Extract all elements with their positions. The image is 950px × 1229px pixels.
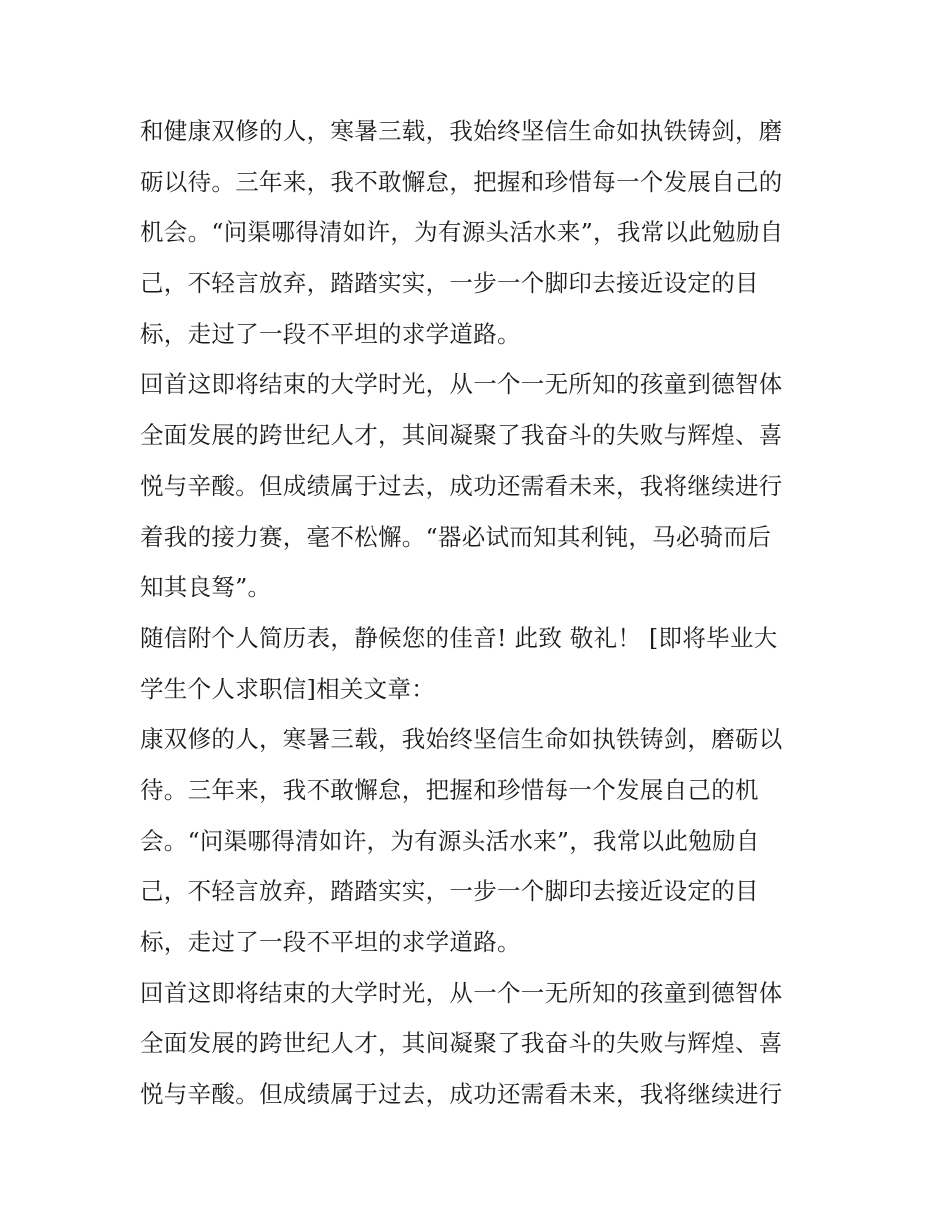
text-line: 全面发展的跨世纪人才，其间凝聚了我奋斗的失败与辉煌、喜 [140,421,783,450]
text-line: 和健康双修的人，寒暑三载，我始终坚信生命如执铁铸剑，磨 [140,117,783,145]
text-line: 己，不轻言放弃，踏踏实实，一步一个脚印去接近设定的目 [140,877,759,906]
text-line: 全面发展的跨世纪人才，其间凝聚了我奋斗的失败与辉煌、喜 [140,1029,783,1058]
text-line: 待。三年来，我不敢懈怠，把握和珍惜每一个发展自己的机 [140,775,759,804]
document-body [140,106,820,1120]
text-line: 会。“问渠哪得清如许，为有源头活水来”，我常以此勉励自 [140,826,760,855]
text-line: 知其良驽”。 [140,573,272,602]
text-line: 着我的接力赛，毫不松懈。“器必试而知其利钝，马必骑而后 [140,522,772,551]
text-line: 悦与辛酸。但成绩属于过去，成功还需看未来，我将继续进行 [140,1080,783,1109]
text-line: 随信附个人简历表，静候您的佳音! 此致 敬礼！ [即将毕业大 [140,623,778,652]
text-line: 回首这即将结束的大学时光，从一个一无所知的孩童到德智体 [140,978,783,1007]
text-line: 砺以待。三年来，我不敢懈怠，把握和珍惜每一个发展自己的 [140,167,783,196]
text-line: 标，走过了一段不平坦的求学道路。 [140,319,521,348]
text-line: 标，走过了一段不平坦的求学道路。 [140,928,521,956]
text-line: 悦与辛酸。但成绩属于过去，成功还需看未来，我将继续进行 [140,471,783,500]
text-line: 机会。“问渠哪得清如许，为有源头活水来”，我常以此勉励自 [140,218,784,247]
text-line: 学生个人求职信]相关文章： [140,674,436,703]
text-line: 康双修的人，寒暑三载，我始终坚信生命如执铁铸剑，磨砺以 [140,725,783,754]
text-line: 己，不轻言放弃，踏踏实实，一步一个脚印去接近设定的目 [140,269,759,298]
text-line: 回首这即将结束的大学时光，从一个一无所知的孩童到德智体 [140,370,783,399]
